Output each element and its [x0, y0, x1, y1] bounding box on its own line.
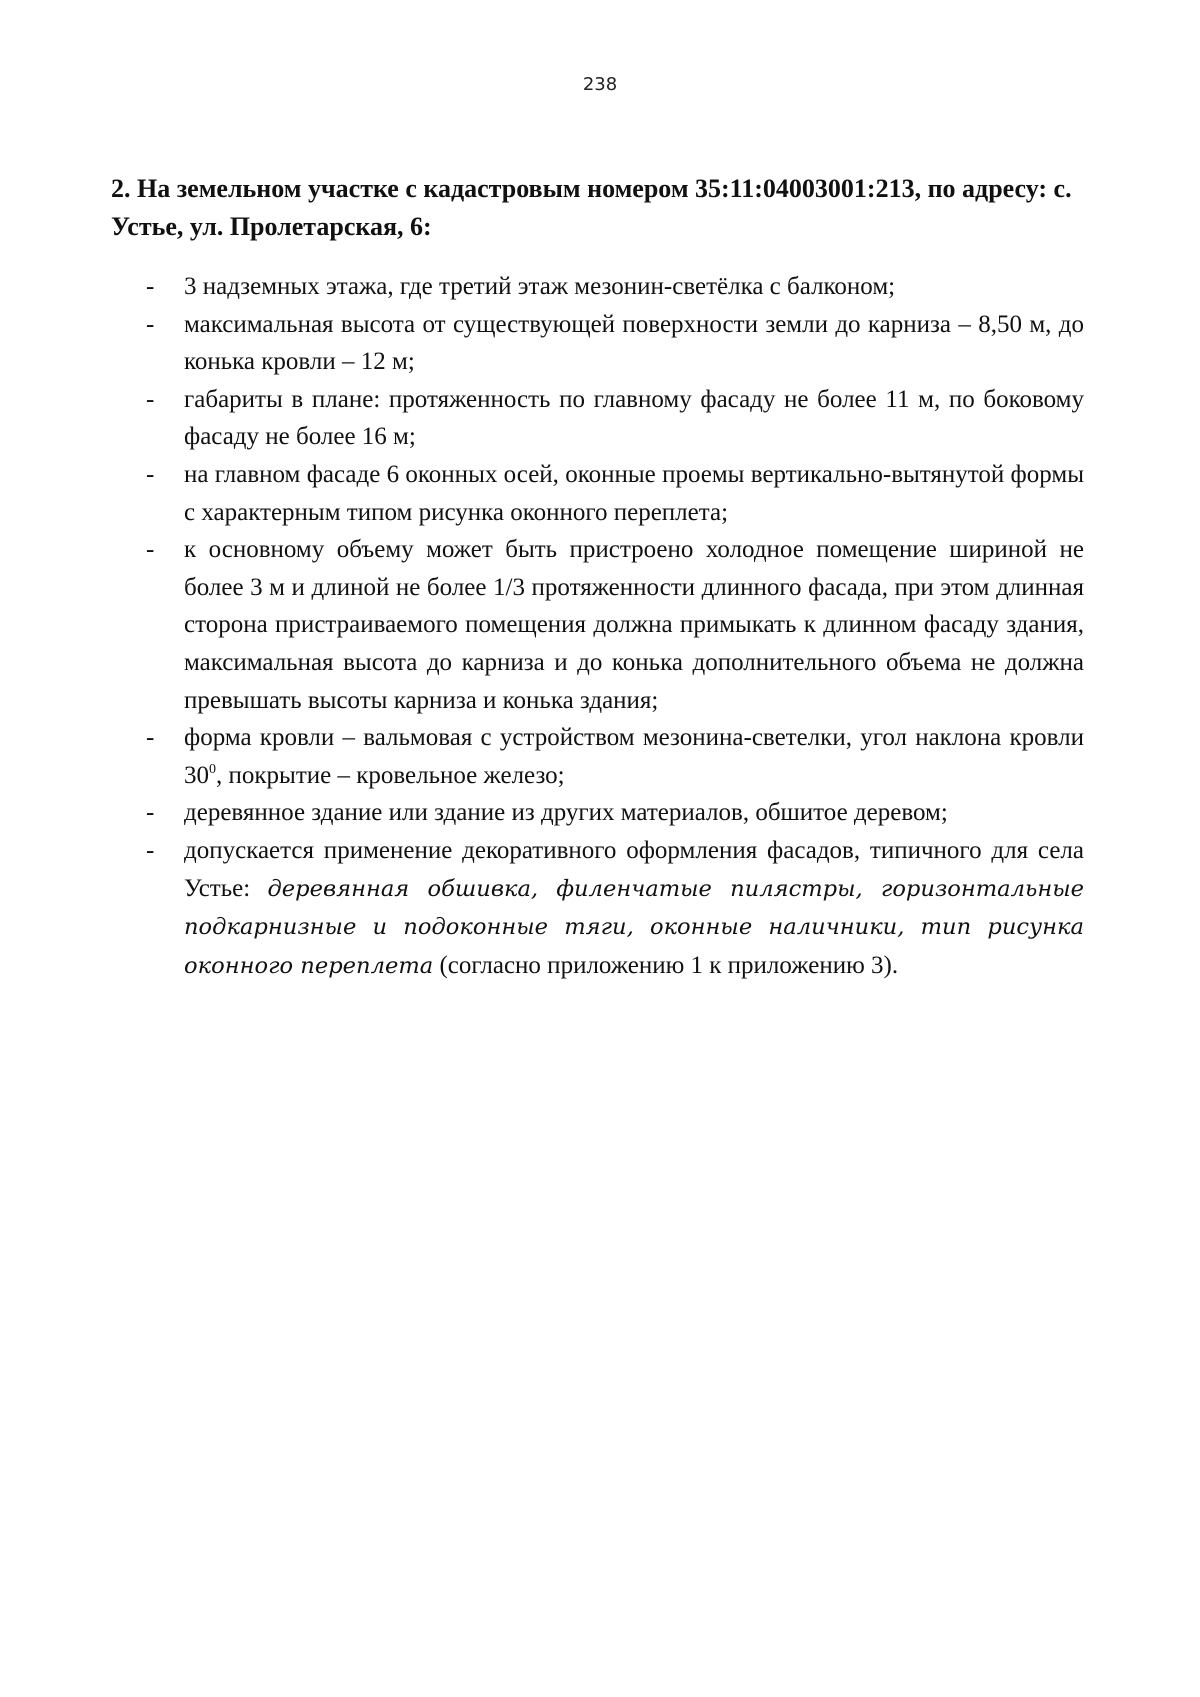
list-item-text: 3 надземных этажа, где третий этаж мезонин-светёлка с балконом;	[184, 273, 896, 300]
list-item	[146, 794, 1084, 832]
list-dash: -	[146, 799, 155, 827]
list-item	[146, 268, 1084, 306]
requirements-list	[146, 268, 1084, 985]
list-item	[146, 381, 1084, 456]
list-dash: -	[146, 310, 155, 338]
list-item	[146, 832, 1084, 985]
list-dash: -	[146, 385, 155, 413]
degree-superscript: 0	[209, 761, 216, 777]
list-item-text: допускается применение декоративного оформления фасадов, типичного для села Устье:	[184, 836, 1084, 902]
page-number: 238	[582, 74, 618, 95]
list-item-text: максимальная высота от существующей поверхности земли до карниза – 8,50 м, до конька кровли – 12 м;	[184, 310, 1084, 376]
list-item-italic-text: деревянная обшивка, филенчатые пилястры, горизонтальные подкарнизные и подоконные тяги, оконные наличники, тип рисунка оконного переплета	[184, 875, 1084, 979]
list-item	[146, 306, 1084, 381]
list-dash: -	[146, 460, 155, 488]
section-heading: 2. На земельном участке с кадастровым номером 35:11:04003001:213, по адресу: с. Устье, ул. Пролетарская, 6:	[111, 174, 1072, 241]
list-item	[146, 456, 1084, 531]
list-item	[146, 531, 1084, 719]
list-item-text: к основному объему может быть пристроено холодное помещение шириной не более 3 м и длиной не более 1/3 протяженности длинного фасада, при этом длинная сторона пристраиваемого помещения должна примыкать к длинном фасаду здания, максимальная высота до карниза и до конька дополнительного объема не должна превышать высоты карниза и конька здания;	[184, 536, 1084, 714]
list-dash: -	[146, 724, 155, 752]
list-dash: -	[146, 536, 155, 564]
list-item-text: форма кровли – вальмовая с устройством мезонина-светелки, угол наклона кровли 30	[184, 724, 1084, 789]
list-item-text: (согласно приложению 1 к приложению 3).	[433, 951, 899, 979]
list-item-text: на главном фасаде 6 оконных осей, оконные проемы вертикально-вытянутой формы с характерным типом рисунка оконного переплета;	[184, 460, 1084, 526]
list-item-text: , покрытие – кровельное железо;	[216, 761, 565, 789]
list-item-text: деревянное здание или здание из других материалов, обшитое деревом;	[184, 799, 948, 827]
list-item-text: габариты в плане: протяженность по главному фасаду не более 11 м, по боковому фасаду не более 16 м;	[184, 385, 1084, 451]
list-item	[146, 719, 1084, 794]
list-dash: -	[146, 836, 155, 864]
list-dash: -	[146, 273, 155, 300]
